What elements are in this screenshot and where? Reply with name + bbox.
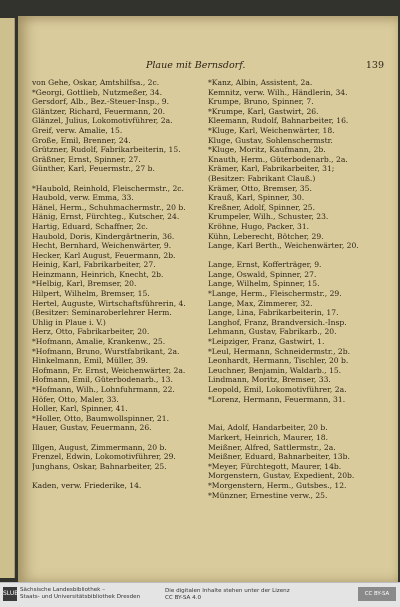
directory-entry: *Hofmann, Amalie, Krankenw., 25.: [32, 337, 166, 347]
directory-entry: *Holler, Otto, Baumwollspinner, 21.: [32, 413, 169, 423]
column-spacer: [32, 471, 206, 481]
directory-entry: Gersdorf, Alb., Bez.-Steuer-Insp., 9.: [32, 97, 170, 107]
directory-entry: Illgen, August, Zimmermann, 20 b.: [32, 442, 167, 452]
directory-entry: Leopold, Emil, Lokomotivführer, 2a.: [208, 385, 347, 394]
directory-entry: *Kanz, Albin, Assistent, 2a.: [208, 78, 313, 87]
directory-entry: Knauth, Herm., Güterbodenarb., 2a.: [208, 154, 348, 164]
directory-entry: (Besitzer: Fabrikant Clauß.): [208, 173, 316, 183]
directory-entry: Leonhardt, Hermann, Tischler, 20 b.: [208, 356, 349, 366]
footer-license-line: Die digitalen Inhalte stehen unter der Lizenz: [165, 588, 290, 594]
directory-entry: Hartig, Eduard, Schaffner, 2c.: [32, 221, 148, 231]
column-spacer: [208, 414, 382, 424]
directory-entry: Kaden, verw. Friederike, 14.: [32, 480, 142, 490]
directory-entry: *Leul, Hermann, Schneidermstr., 2b.: [208, 346, 351, 356]
directory-entry: *Münzner, Ernestine verw., 25.: [208, 490, 328, 500]
directory-entry: *Hofmann, Bruno, Wurstfabrikant, 2a.: [32, 346, 180, 356]
directory-entry: Lange, Ernst, Kofferträger, 9.: [208, 260, 322, 270]
directory-entry: Günther, Karl, Feuermstr., 27 b.: [32, 164, 155, 174]
column-spacer: [32, 174, 206, 184]
directory-entry: *Lorenz, Hermann, Feuermann, 31.: [208, 394, 346, 404]
directory-entry: Kemnitz, verw. Wilh., Händlerin, 34.: [208, 87, 348, 97]
directory-entry: Heinzmann, Heinrich, Knecht, 2b.: [32, 269, 164, 279]
directory-entry: Grützner, Rudolf, Fabrikarbeiterin, 15.: [32, 145, 181, 155]
directory-entry: Hecker, Karl August, Feuermann, 2b.: [32, 250, 176, 260]
directory-entry: *Georgi, Gottlieb, Nutzmeßer, 34.: [32, 87, 163, 97]
directory-entry: Hauer, Gustav, Feuermann, 26.: [32, 423, 152, 433]
footer-institution: [20, 587, 160, 601]
directory-entry: *Hofmann, Wilh., Lohnfuhrmann, 22.: [32, 385, 175, 394]
page-header: [18, 60, 398, 76]
directory-entry: Krumpeler, Wilh., Schuster, 23.: [208, 212, 329, 222]
directory-entry: Lange, Karl Berth., Weichenwärter, 20.: [208, 241, 359, 251]
directory-entry: Frenzel, Edwin, Lokomotivführer, 29.: [32, 452, 176, 462]
directory-entry: Hänel, Herm., Schuhmachermstr., 20 b.: [32, 202, 186, 212]
directory-entry: Langhof, Franz, Brandversich.-Insp.: [208, 317, 347, 327]
directory-entry: Hofmann, Emil, Güterbodenarb., 13.: [32, 375, 173, 385]
directory-entry: Kleemann, Rudolf, Bahnarbeiter, 16.: [208, 116, 349, 126]
directory-entry: Haubold, Doris, Kindergärtnerin, 36.: [32, 231, 175, 241]
directory-entry: Holler, Karl, Spinner, 41.: [32, 404, 128, 414]
directory-entry: (Besitzer: Seminaroberlehrer Herm.: [32, 308, 172, 318]
directory-entry: Kühn, Leberecht, Bötcher, 29.: [208, 231, 324, 241]
left-column: [32, 78, 206, 491]
right-column: [208, 78, 382, 500]
directory-entry: *Leipziger, Franz, Gastwirt, 1.: [208, 337, 325, 347]
footer-license-line: CC BY-SA 4.0: [165, 595, 202, 601]
directory-entry: Herz, Otto, Fabrikarbeiter, 20.: [32, 327, 150, 337]
directory-entry: Lehmann, Gustav, Fabrikarb., 20.: [208, 327, 337, 337]
directory-entry: Hänig, Ernst, Fürchteg., Kutscher, 24.: [32, 212, 180, 222]
directory-entry: Krauß, Karl, Spinner, 30.: [208, 193, 305, 203]
page-number: 139: [365, 60, 384, 71]
directory-entry: Hinkelmann, Emil, Müller, 39.: [32, 356, 148, 366]
directory-entry: Meißner, Alfred, Sattlermstr., 2a.: [208, 442, 336, 452]
directory-entry: *Morgenstern, Herm., Gutsbes., 12.: [208, 480, 347, 490]
directory-entry: Lange, Oswald, Spinner, 27.: [208, 269, 317, 279]
page-header-title: Plaue mit Bernsdorf.: [146, 60, 246, 71]
directory-entry: *Kluge, Karl, Weichenwärter, 18.: [208, 125, 335, 135]
previous-page-edge: [0, 18, 15, 578]
column-spacer: [208, 404, 382, 414]
directory-entry: Glänzel, Julius, Lokomotivführer, 2a.: [32, 116, 173, 126]
library-logo: SLUB: [3, 587, 17, 601]
directory-entry: Leuchner, Benjamin, Waldarb., 15.: [208, 365, 342, 375]
footer-license-text: [165, 588, 350, 602]
directory-entry: Lange, Max, Zimmerer, 32.: [208, 298, 313, 308]
directory-entry: Krumpe, Bruno, Spinner, 7.: [208, 97, 314, 107]
directory-entry: Morgenstern, Gustav, Expedient, 20b.: [208, 471, 355, 481]
directory-entry: Mai, Adolf, Handarbeiter, 20 b.: [208, 423, 328, 433]
directory-entry: *Kluge, Moritz, Kaufmann, 2b.: [208, 145, 326, 155]
directory-entry: Höfer, Otto, Maler, 33.: [32, 394, 119, 404]
directory-entry: Krämer, Karl, Fabrikarbeiter, 31;: [208, 164, 335, 174]
directory-entry: *Meyer, Fürchtegott, Maurer, 14b.: [208, 461, 342, 471]
column-spacer: [32, 433, 206, 443]
directory-entry: Lindmann, Moritz, Bremser, 33.: [208, 375, 331, 385]
directory-entry: Krämer, Otto, Bremser, 35.: [208, 183, 312, 193]
directory-entry: Lange, Lina, Fabrikarbeiterin, 17.: [208, 308, 339, 318]
directory-entry: Hecht, Bernhard, Weichenwärter, 9.: [32, 241, 172, 251]
footer-bar: [0, 582, 400, 607]
directory-entry: *Krumpe, Karl, Gastwirt, 26.: [208, 106, 319, 116]
scanned-page: [18, 16, 398, 582]
directory-entry: Gläntzer, Richard, Feuermann, 20.: [32, 106, 165, 116]
directory-entry: *Lange, Herm., Fleischermstr., 29.: [208, 289, 342, 299]
directory-entry: Kluge, Gustav, Sohlenschermstr.: [208, 135, 333, 145]
directory-entry: Uhlig in Plaue i. V.): [32, 317, 106, 327]
directory-entry: Haubold, verw. Emma, 33.: [32, 193, 134, 203]
cc-license-icon[interactable]: CC BY-SA: [358, 587, 396, 601]
directory-entry: Hofmann, Fr. Ernst, Weichenwärter, 2a.: [32, 365, 186, 375]
directory-entry: Hilpert, Wilhelm, Bremser, 15.: [32, 289, 150, 299]
license-badge[interactable]: [358, 587, 396, 602]
directory-entry: *Haubold, Reinhold, Fleischermstr., 2c.: [32, 183, 184, 193]
directory-entry: Hertel, Auguste, Wirtschaftsführerin, 4.: [32, 298, 186, 308]
directory-entry: Große, Emil, Brenner, 24.: [32, 135, 131, 145]
directory-entry: Gräßner, Ernst, Spinner, 27.: [32, 154, 141, 164]
directory-entry: Kreßner, Adolf, Spinner, 25.: [208, 202, 316, 212]
directory-entry: Kröhne, Hugo, Packer, 31.: [208, 221, 310, 231]
column-spacer: [208, 251, 382, 261]
directory-entry: von Gehe, Oskar, Amtshilfsa., 2c.: [32, 78, 160, 87]
directory-entry: Meißner, Eduard, Bahnarbeiter, 13b.: [208, 452, 350, 462]
directory-entry: Heinig, Karl, Fabrikarbeiter, 27.: [32, 260, 156, 270]
directory-entry: Lange, Wilhelm, Spinner, 15.: [208, 279, 320, 289]
footer-institution-line: Staats- und Universitätsbibliothek Dresden: [20, 594, 141, 600]
directory-entry: Junghans, Oskar, Bahnarbeiter, 25.: [32, 461, 167, 471]
directory-entry: Greif, verw. Amalie, 15.: [32, 125, 123, 135]
directory-entry: Markert, Heinrich, Maurer, 18.: [208, 432, 329, 442]
directory-entry: *Helbig, Karl, Bremser, 20.: [32, 279, 137, 289]
footer-institution-line: Sächsische Landesbibliothek –: [20, 587, 105, 593]
